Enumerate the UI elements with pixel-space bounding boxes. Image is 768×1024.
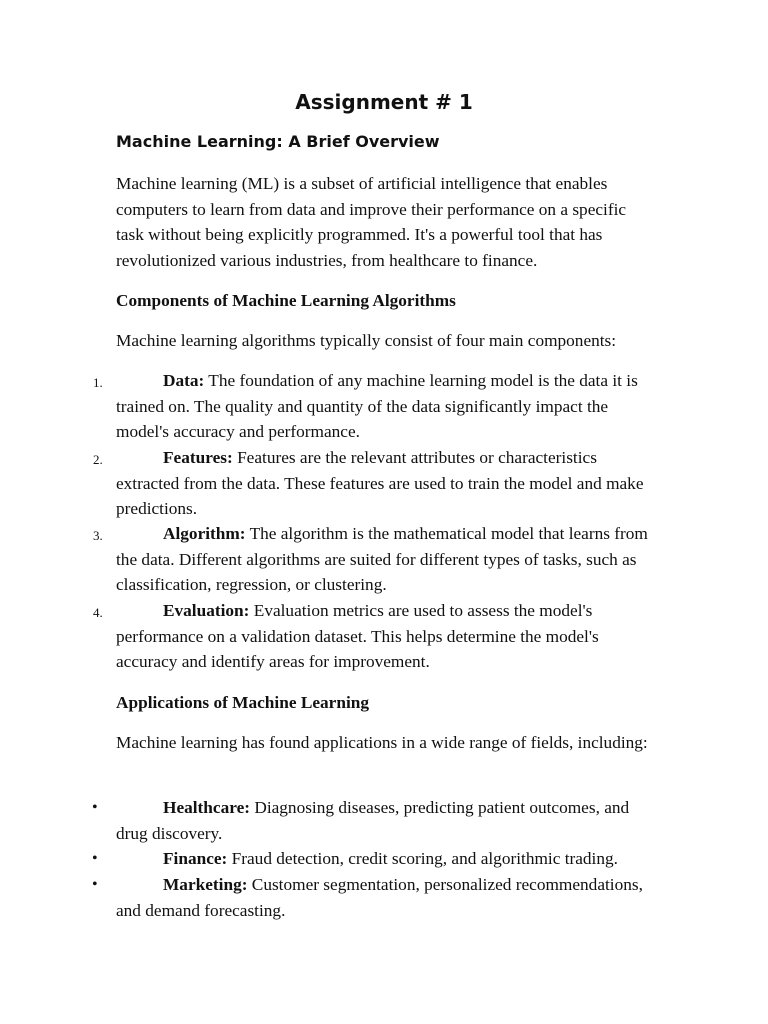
list-marker: 1.: [93, 375, 103, 390]
intro-paragraph: Machine learning (ML) is a subset of artificial intelligence that enables computers to learn from data and improve their performance on a specific task without being explicitly programmed. It's a powerful tool that has revolutionized various industries, from healthcare to finance.: [116, 174, 627, 270]
application-term: Marketing:: [163, 875, 248, 894]
component-description: The foundation of any machine learning model is the data it is trained on. The quality and quantity of the data significantly impact the model's accuracy and performance.: [116, 371, 638, 442]
bullet-icon: •: [92, 799, 98, 816]
components-intro: Machine learning algorithms typically consist of four main components:: [116, 331, 617, 350]
application-term: Finance:: [163, 849, 228, 868]
component-term: Algorithm:: [163, 524, 246, 543]
application-description: Fraud detection, credit scoring, and algorithmic trading.: [227, 849, 618, 868]
component-description: Evaluation metrics are used to assess the model's performance on a validation dataset. This helps determine the model's accuracy and identify areas for improvement.: [116, 601, 599, 672]
applications-intro: Machine learning has found applications in a wide range of fields, including:: [116, 733, 648, 752]
component-term: Features:: [163, 448, 233, 467]
application-text: [116, 872, 656, 923]
list-marker: 3.: [93, 528, 103, 543]
component-text: [116, 445, 656, 522]
component-text: [116, 598, 656, 675]
applications-heading: Applications of Machine Learning: [116, 693, 369, 712]
component-description: The algorithm is the mathematical model that learns from the data. Different algorithms are suited for different types of tasks, such as classification, regression, or clustering.: [116, 524, 648, 595]
component-term: Data:: [163, 371, 205, 390]
bullet-icon: •: [92, 850, 98, 867]
application-description: Customer segmentation, personalized recommendations, and demand forecasting.: [116, 875, 643, 920]
component-term: Evaluation:: [163, 601, 250, 620]
assignment-title: Assignment # 1: [295, 90, 473, 114]
list-marker: 2.: [93, 452, 103, 467]
bullet-icon: •: [92, 876, 98, 893]
application-term: Healthcare:: [163, 798, 251, 817]
application-description: Diagnosing diseases, predicting patient outcomes, and drug discovery.: [116, 798, 630, 843]
application-text: [116, 846, 656, 872]
overview-heading: Machine Learning: A Brief Overview: [116, 132, 440, 151]
application-text: [116, 795, 656, 846]
component-text: [116, 521, 656, 598]
components-heading: Components of Machine Learning Algorithms: [116, 291, 456, 310]
list-marker: 4.: [93, 605, 103, 620]
component-description: Features are the relevant attributes or characteristics extracted from the data. These features are used to train the model and make predictions.: [116, 448, 644, 519]
component-text: [116, 368, 656, 445]
